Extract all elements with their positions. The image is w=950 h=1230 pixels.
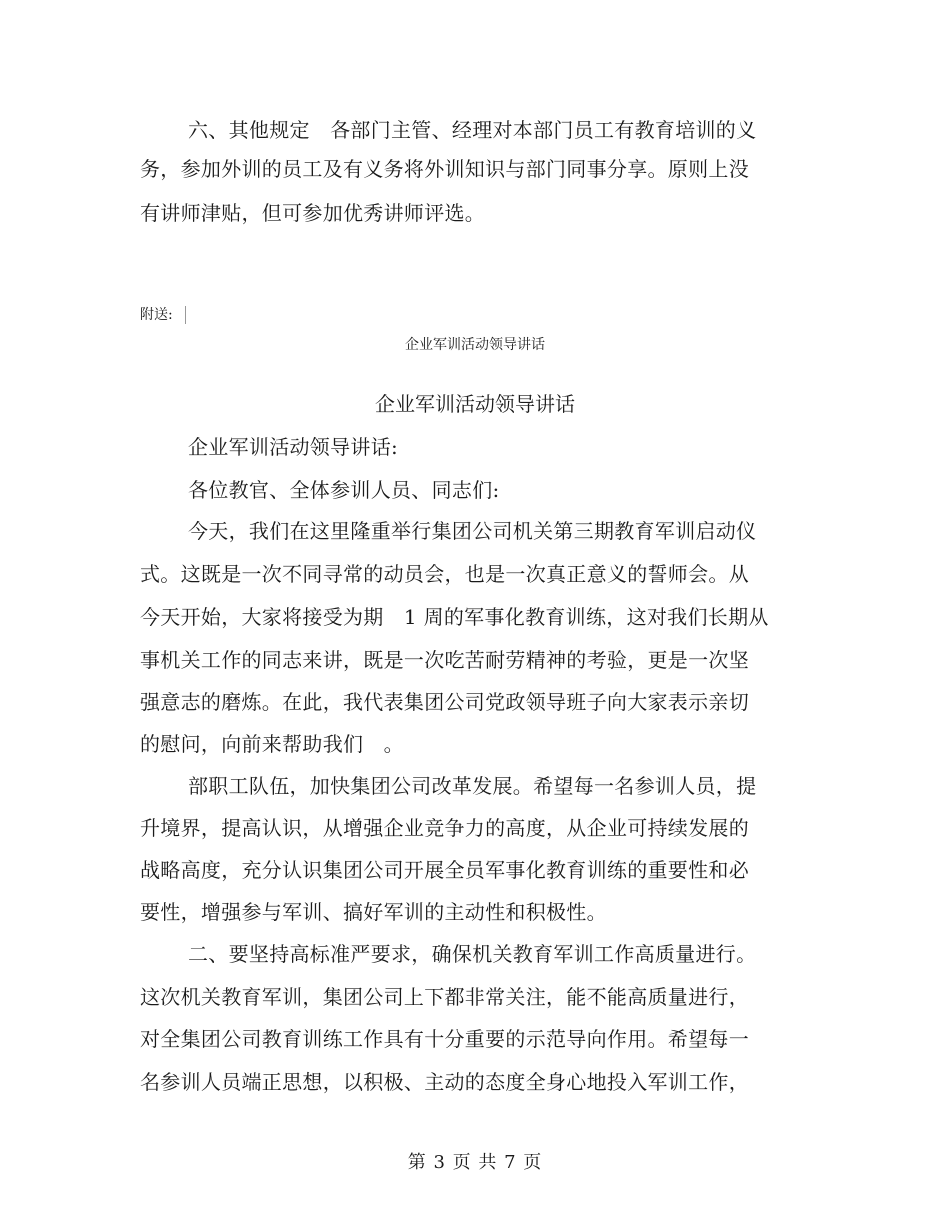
attachment-divider (185, 306, 186, 324)
para3-line-1: 二、要坚持高标准严要求，确保机关教育军训工作高质量进行。 (188, 942, 757, 966)
para1-line-5: 强意志的磨炼。在此，我代表集团公司党政领导班子向大家表示亲切 (140, 690, 749, 714)
para2-line-4: 要性，增强参与军训、搞好军训的主动性和积极性。 (140, 900, 607, 924)
para1-line-2: 式。这既是一次不同寻常的动员会，也是一次真正意义的誓师会。从 (140, 562, 749, 586)
attachment-note (140, 306, 186, 324)
section-six-line-2: 务，参加外训的员工及有义务将外训知识与部门同事分享。原则上没 (140, 157, 749, 181)
speech-greeting: 各位教官、全体参训人员、同志们: (188, 478, 500, 502)
para3-line-4: 名参训人员端正思想，以积极、主动的态度全身心地投入军训工作， (140, 1070, 749, 1094)
attachment-label: 附送: (140, 307, 173, 323)
para3-line-2: 这次机关教育军训，集团公司上下都非常关注，能不能高质量进行， (140, 985, 749, 1009)
para1-line-3: 今天开始，大家将接受为期 1 周的军事化教育训练，这对我们长期从 (140, 605, 769, 629)
para2-line-2: 升境界，提高认识，从增强企业竞争力的高度，从企业可持续发展的 (140, 816, 749, 840)
page-title: 企业军训活动领导讲话 (375, 392, 575, 416)
para2-line-1: 部职工队伍，加快集团公司改革发展。希望每一名参训人员，提 (188, 774, 757, 798)
page-number-footer: 第 3 页 共 7 页 (407, 1152, 543, 1173)
para2-line-3: 战略高度，充分认识集团公司开展全员军事化教育训练的重要性和必 (140, 858, 749, 882)
section-six-line-3: 有讲师津贴，但可参加优秀讲师评选。 (140, 201, 486, 225)
para1-line-1: 今天，我们在这里隆重举行集团公司机关第三期教育军训启动仪 (188, 519, 757, 543)
para1-line-4: 事机关工作的同志来讲，既是一次吃苦耐劳精神的考验，更是一次坚 (140, 648, 749, 672)
section-six-line-1: 六、其他规定 各部门主管、经理对本部门员工有教育培训的义 (188, 118, 757, 142)
small-title: 企业军训活动领导讲话 (405, 337, 545, 353)
speech-intro: 企业军训活动领导讲话: (188, 435, 399, 459)
para3-line-3: 对全集团公司教育训练工作具有十分重要的示范导向作用。希望每一 (140, 1027, 749, 1051)
para1-line-6: 的慰问，向前来帮助我们 。 (140, 732, 404, 756)
